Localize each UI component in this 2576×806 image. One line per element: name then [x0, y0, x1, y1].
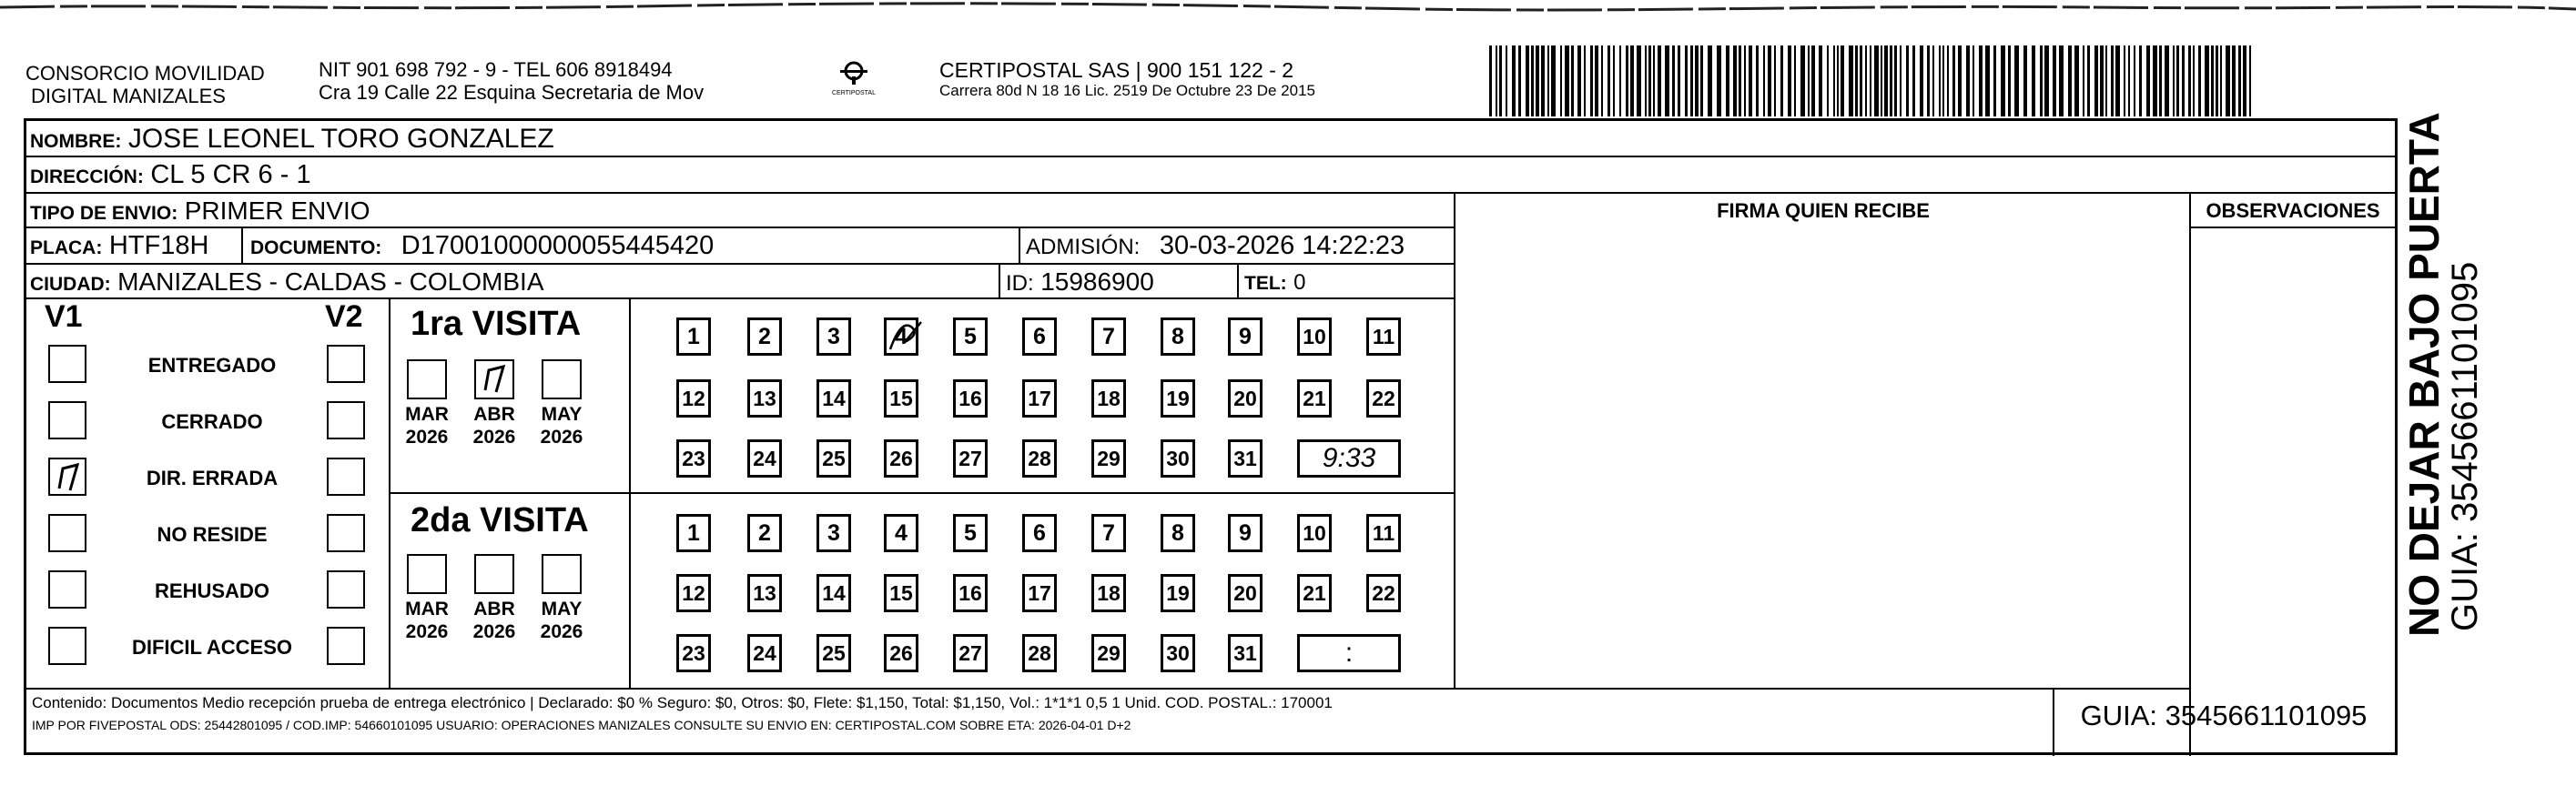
footer-guide: GUIA: 3545661101095 [2080, 700, 2368, 731]
scan-edge [0, 0, 2576, 20]
day-box[interactable]: 4 [884, 317, 918, 356]
day-box[interactable]: 28 [1022, 634, 1057, 672]
status-label: DIFICIL ACCESO [131, 636, 292, 659]
day-box[interactable]: 25 [816, 439, 851, 478]
day-box[interactable]: 4 [884, 514, 918, 552]
v1-checkbox[interactable] [48, 570, 86, 609]
day-box[interactable]: 30 [1161, 439, 1195, 478]
issuer-name-line2: DIGITAL MANIZALES [31, 85, 226, 108]
day-box[interactable]: 24 [747, 634, 782, 672]
issuer-nit-block [319, 58, 704, 105]
ship-type-label: TIPO DE ENVIO: [30, 203, 178, 224]
issuer-name-line1: CONSORCIO MOVILIDAD [25, 62, 265, 85]
day-box[interactable]: 16 [953, 574, 988, 612]
recipient-address: CL 5 CR 6 - 1 [150, 160, 311, 189]
day-box[interactable]: 24 [747, 439, 782, 478]
day-box[interactable]: 17 [1022, 574, 1057, 612]
ship-type: PRIMER ENVIO [184, 196, 370, 225]
month-checkbox[interactable] [542, 554, 582, 594]
name-label: NOMBRE: [30, 131, 122, 152]
status-label: REHUSADO [155, 579, 269, 602]
divider [241, 228, 243, 263]
id-value: 15986900 [1040, 267, 1154, 296]
signature-header: FIRMA QUIEN RECIBE [1717, 199, 1930, 222]
plate-label: PLACA: [30, 237, 103, 258]
v1-label: V1 [45, 299, 83, 334]
day-box[interactable]: 7 [1091, 514, 1126, 552]
day-box[interactable]: 17 [1022, 379, 1057, 418]
id-cell [1006, 267, 1154, 297]
courier-block [939, 58, 1315, 100]
v1-checkbox[interactable] [48, 514, 86, 552]
document: D17001000000055445420 [401, 231, 715, 260]
day-box[interactable]: 27 [953, 439, 988, 478]
day-box[interactable]: 1 [676, 514, 711, 552]
observations-divider [2189, 194, 2191, 756]
row-city [26, 265, 1455, 299]
day-box[interactable]: 21 [1297, 574, 1332, 612]
month-label [534, 403, 589, 448]
v1-checkbox[interactable] [48, 401, 86, 439]
day-box[interactable]: 2 [747, 514, 782, 552]
barcode [1489, 45, 2254, 116]
tel-cell [1244, 267, 1306, 296]
month-name: MAR [405, 404, 449, 425]
day-box[interactable]: 23 [676, 634, 711, 672]
day-box[interactable]: 6 [1022, 514, 1057, 552]
divider [1019, 228, 1020, 263]
city-label: CIUDAD: [30, 274, 111, 295]
status-label: NO RESIDE [157, 523, 268, 546]
month-label [400, 403, 454, 448]
row-plate [26, 228, 1455, 265]
v1-checkbox[interactable] [48, 345, 86, 383]
first-visit-title: 1ra VISITA [411, 305, 582, 343]
day-box[interactable]: 10 [1297, 317, 1332, 356]
v1-checkbox[interactable] [48, 458, 86, 496]
month-year: 2026 [540, 621, 583, 643]
observations-header: OBSERVACIONES [2191, 194, 2395, 228]
day-box[interactable]: 10 [1297, 514, 1332, 552]
day-box[interactable]: 31 [1228, 634, 1263, 672]
month-year: 2026 [472, 621, 516, 643]
month-year: 2026 [405, 621, 449, 643]
status-label: ENTREGADO [147, 354, 277, 377]
admission-cell [1026, 231, 1405, 261]
day-box[interactable]: 3 [816, 317, 851, 356]
day-box[interactable]: 21 [1297, 379, 1332, 418]
v2-checkbox[interactable] [327, 570, 365, 609]
month-checkbox[interactable] [542, 359, 582, 399]
day-box[interactable]: 27 [953, 634, 988, 672]
day-box[interactable]: 8 [1161, 317, 1195, 356]
month-name: MAY [541, 404, 583, 425]
month-checkbox[interactable] [407, 554, 447, 594]
status-label: DIR. ERRADA [146, 467, 279, 489]
issuer-block [25, 62, 265, 108]
month-year: 2026 [472, 427, 516, 448]
issuer-nit: NIT 901 698 792 - 9 - TEL 606 8918494 [319, 58, 673, 81]
day-box[interactable]: 15 [884, 379, 918, 418]
visit-divider [389, 492, 1454, 494]
admission-label: ADMISIÓN: [1026, 235, 1141, 259]
day-box[interactable]: 1 [676, 317, 711, 356]
day-box[interactable]: 13 [747, 379, 782, 418]
day-box[interactable]: 14 [816, 379, 851, 418]
courier-address: Carrera 80d N 18 16 Lic. 2519 De Octubre 23 De 2015 [939, 82, 1315, 100]
v2-label: V2 [325, 299, 363, 334]
day-box[interactable]: 30 [1161, 634, 1195, 672]
day-box[interactable]: 15 [884, 574, 918, 612]
recipient-name: JOSE LEONEL TORO GONZALEZ [127, 124, 554, 154]
divider [999, 265, 1000, 297]
id-label: ID: [1006, 271, 1034, 296]
month-name: ABR [473, 404, 515, 425]
courier-logo-text: CERTIPOSTAL [832, 90, 876, 96]
month-year: 2026 [405, 427, 449, 448]
second-visit-title: 2da VISITA [411, 501, 589, 539]
day-box[interactable]: 28 [1022, 439, 1057, 478]
plate-cell [30, 231, 208, 261]
document-label: DOCUMENTO: [250, 237, 382, 258]
day-box[interactable]: 12 [676, 574, 711, 612]
month-label [467, 403, 522, 448]
admission: 30-03-2026 14:22:23 [1159, 231, 1405, 260]
day-box[interactable]: 11 [1366, 514, 1401, 552]
day-box[interactable]: 7 [1091, 317, 1126, 356]
month-checkbox[interactable] [474, 359, 514, 399]
day-box[interactable]: 20 [1228, 379, 1263, 418]
row-address [26, 157, 2395, 194]
day-box[interactable]: 2 [747, 317, 782, 356]
document-cell [250, 231, 714, 261]
day-box[interactable]: 26 [884, 634, 918, 672]
no-leave-under-door: NO DEJAR BAJO PUERTA [2400, 112, 2448, 637]
v2-checkbox[interactable] [327, 627, 365, 665]
day-box[interactable]: 3 [816, 514, 851, 552]
day-box[interactable]: 18 [1091, 379, 1126, 418]
divider [1237, 265, 1239, 297]
footer-content: Contenido: Documentos Medio recepción prueba de entrega electrónico | Declarado: $0 % Seguro: $0, Otros: $0, Flete: $1,150, Total: $1,150, Vol.: 1*1*1 0,5 1 Unid. COD. POSTAL.: 170001 [32, 694, 1333, 711]
footer-divider [26, 688, 2191, 690]
day-box[interactable]: 6 [1022, 317, 1057, 356]
status-label: CERRADO [161, 410, 263, 433]
month-label [534, 598, 589, 643]
day-box[interactable]: 20 [1228, 574, 1263, 612]
day-box[interactable]: 23 [676, 439, 711, 478]
side-guide: GUIA: 3545661101095 [2445, 261, 2485, 631]
courier-logo [817, 60, 890, 96]
city: MANIZALES - CALDAS - COLOMBIA [117, 267, 544, 296]
v2-checkbox[interactable] [327, 514, 365, 552]
day-box[interactable]: 31 [1228, 439, 1263, 478]
day-box[interactable]: 26 [884, 439, 918, 478]
month-label [400, 598, 454, 643]
tel: 0 [1293, 270, 1306, 295]
day-box[interactable]: 18 [1091, 574, 1126, 612]
day-box[interactable]: 19 [1161, 574, 1195, 612]
v2-checkbox[interactable] [327, 458, 365, 496]
day-box[interactable]: 14 [816, 574, 851, 612]
row-name [26, 121, 2395, 157]
month-name: MAR [405, 599, 449, 620]
v2-checkbox[interactable] [327, 401, 365, 439]
day-box[interactable]: 13 [747, 574, 782, 612]
day-box[interactable]: 29 [1091, 439, 1126, 478]
courier-logo-icon [838, 60, 869, 86]
day-box[interactable]: 9 [1228, 317, 1263, 356]
month-name: MAY [541, 599, 583, 620]
address-label: DIRECCIÓN: [30, 166, 144, 187]
plate: HTF18H [108, 231, 209, 260]
day-box[interactable]: 11 [1366, 317, 1401, 356]
day-box[interactable]: 5 [953, 514, 988, 552]
month-label [467, 598, 522, 643]
signature-divider [1454, 194, 1455, 688]
month-checkbox[interactable] [474, 554, 514, 594]
day-box[interactable]: 16 [953, 379, 988, 418]
month-year: 2026 [540, 427, 583, 448]
city-cell [30, 267, 544, 297]
row-ship-type [26, 194, 1455, 228]
day-box[interactable]: 12 [676, 379, 711, 418]
month-checkbox[interactable] [407, 359, 447, 399]
footer-print-info: IMP POR FIVEPOSTAL ODS: 25442801095 / COD.IMP: 54660101095 USUARIO: OPERACIONES MANIZALES CONSULTE SU ENVIO EN: CERTIPOSTAL.COM SOBRE ETA: 2026-04-01 D+2 [32, 718, 1131, 732]
day-box[interactable]: 5 [953, 317, 988, 356]
day-box[interactable]: 29 [1091, 634, 1126, 672]
day-box[interactable]: 25 [816, 634, 851, 672]
day-box[interactable]: 8 [1161, 514, 1195, 552]
courier-name: CERTIPOSTAL SAS | 900 151 122 - 2 [939, 58, 1294, 82]
month-name: ABR [473, 599, 515, 620]
day-box[interactable]: 22 [1366, 379, 1401, 418]
time-box[interactable]: 9:33 [1297, 439, 1401, 478]
day-box[interactable]: 19 [1161, 379, 1195, 418]
delivery-form [24, 118, 2398, 755]
day-box[interactable]: 22 [1366, 574, 1401, 612]
day-box[interactable]: 9 [1228, 514, 1263, 552]
issuer-address: Cra 19 Calle 22 Esquina Secretaria de Mov [319, 81, 705, 105]
time-box[interactable]: : [1297, 634, 1401, 672]
v1-checkbox[interactable] [48, 627, 86, 665]
tel-label: TEL: [1244, 273, 1287, 294]
v2-checkbox[interactable] [327, 345, 365, 383]
